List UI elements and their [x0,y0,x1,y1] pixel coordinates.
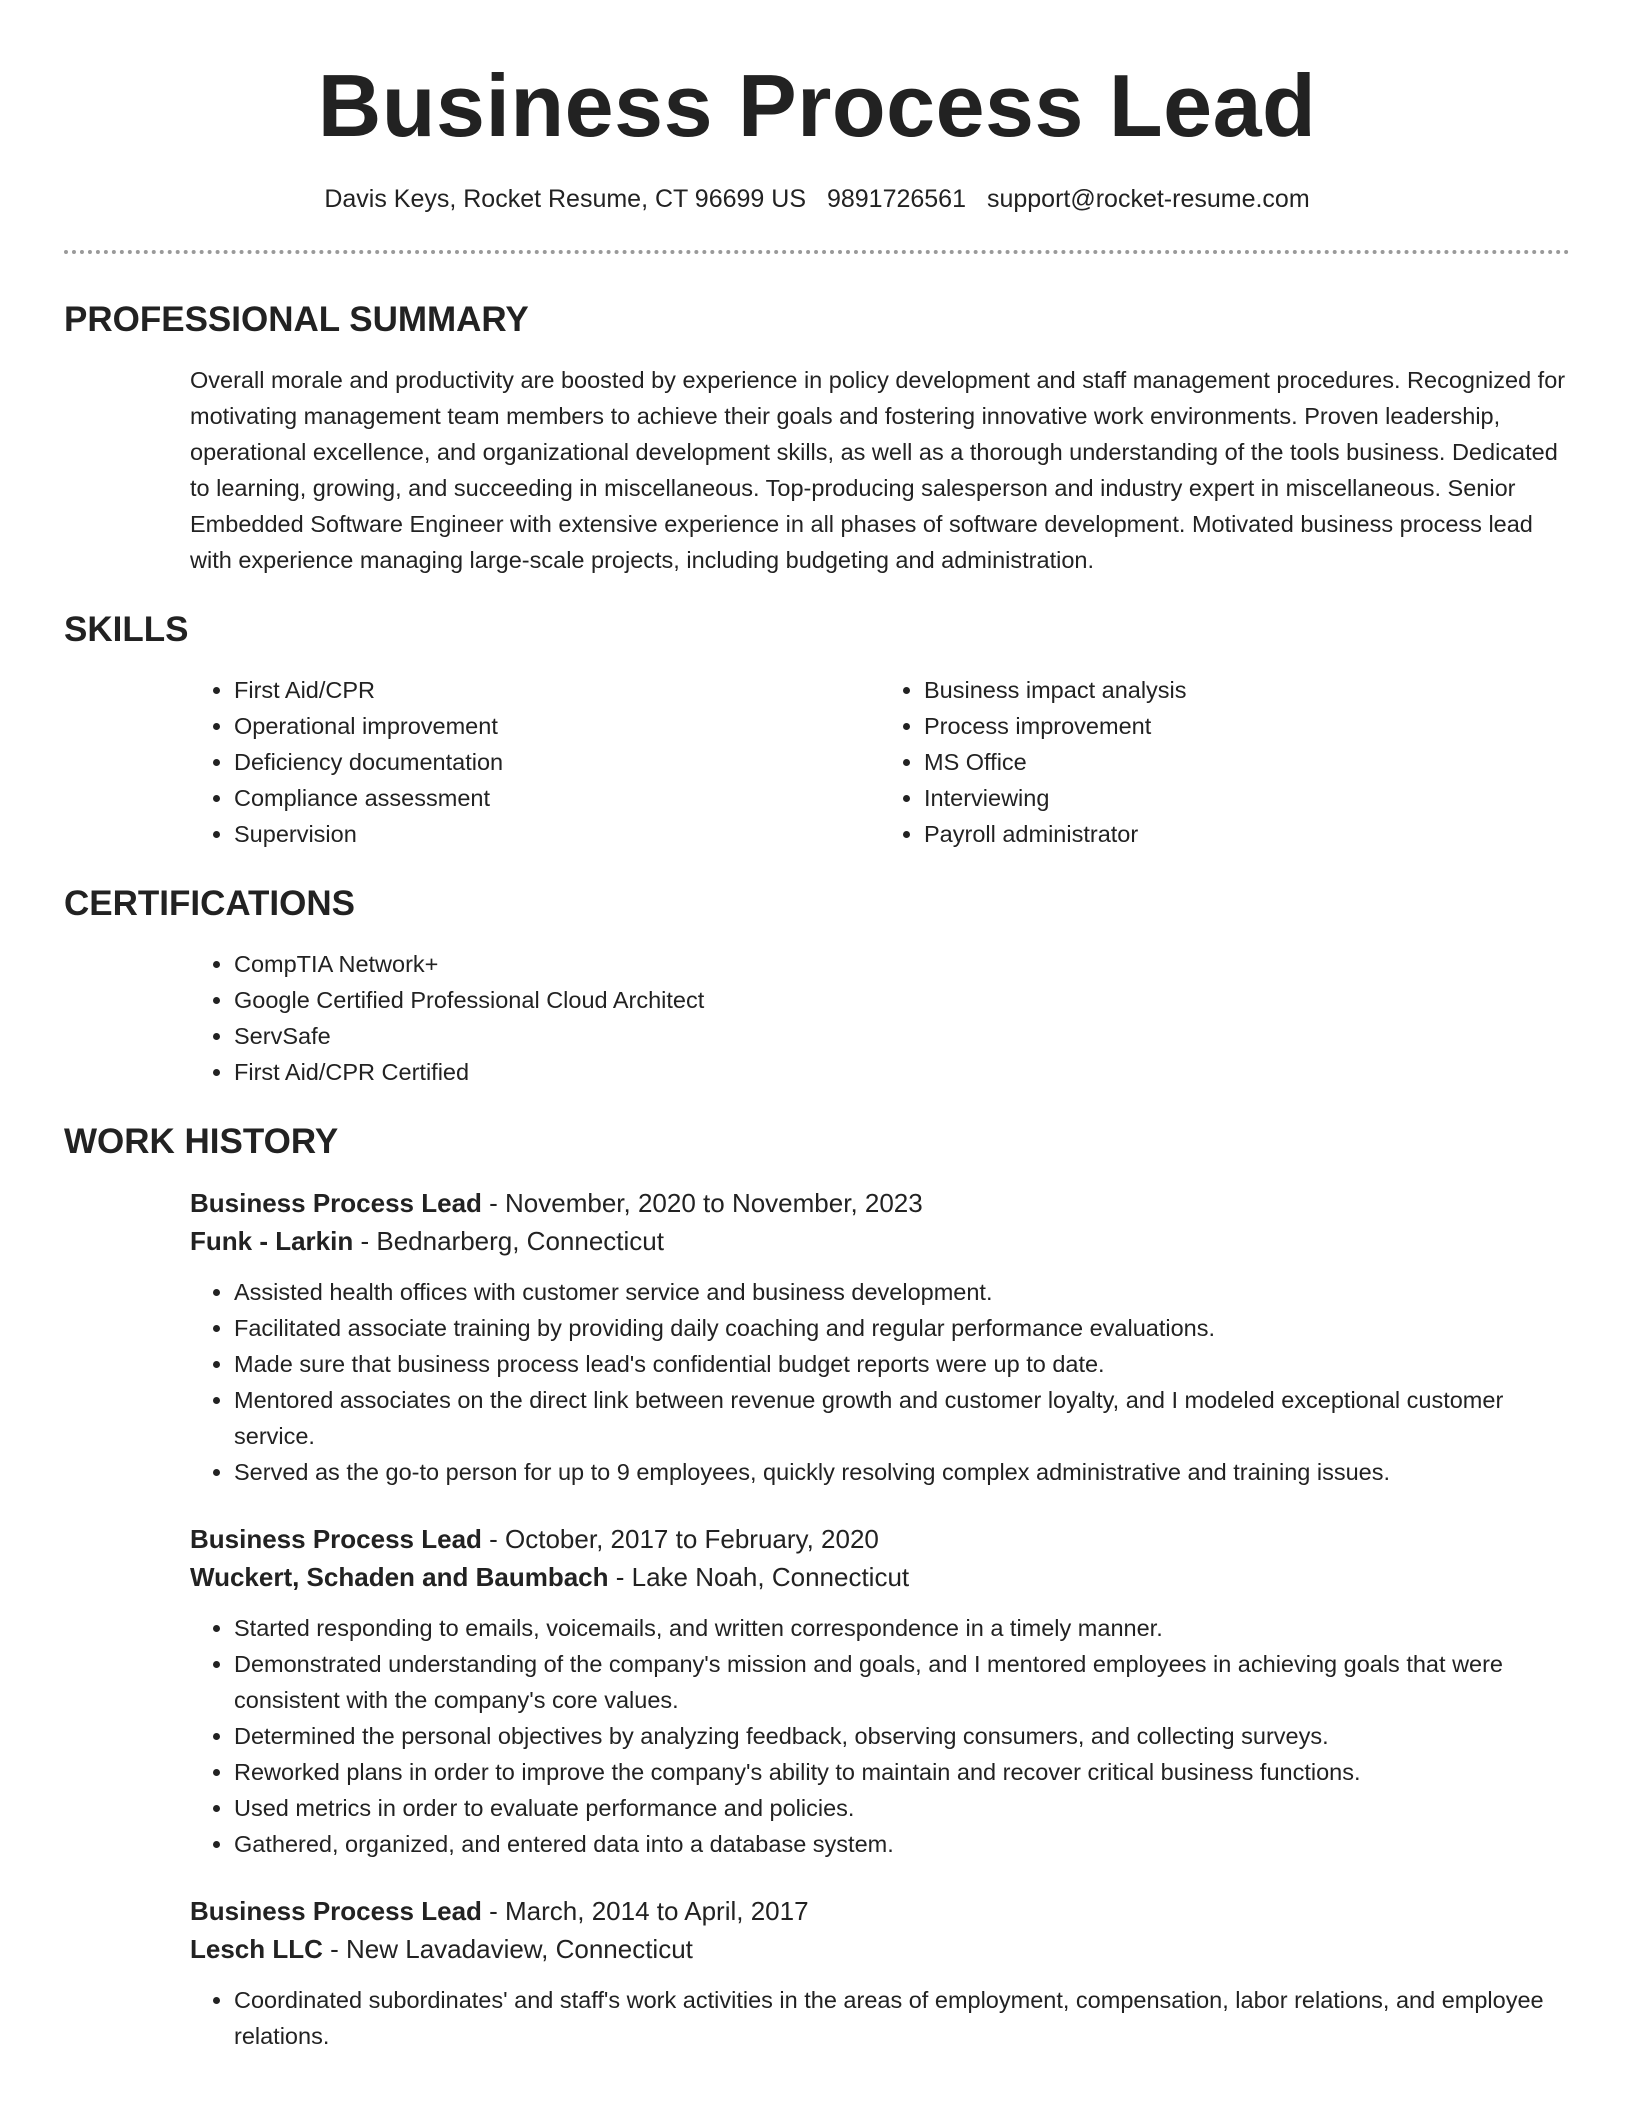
job-company: Funk - Larkin [190,1226,354,1256]
job-dates: - March, 2014 to April, 2017 [481,1896,809,1926]
list-item: • First Aid/CPR Certified [234,1054,1570,1090]
job-role: Business Process Lead [190,1896,482,1926]
job-role: Business Process Lead [190,1524,482,1554]
list-item: • Google Certified Professional Cloud Architect [234,982,1570,1018]
list-item: • Facilitated associate training by providing daily coaching and regular performance evaluations. [234,1310,1570,1346]
resume-page [64,0,1570,2054]
list-item: • MS Office [924,744,1570,780]
list-item: • Assisted health offices with customer service and business development. [234,1274,1570,1310]
job-entry [190,1184,1570,1490]
work-history-heading: WORK HISTORY [64,1122,339,1161]
contact-address: Davis Keys, Rocket Resume, CT 96699 US [324,185,806,213]
job-company-line [190,1930,1570,1968]
job-company: Lesch LLC [190,1934,323,1964]
job-role: Business Process Lead [190,1188,482,1218]
list-item: • Served as the go-to person for up to 9 employees, quickly resolving complex administrative and training issues. [234,1454,1570,1490]
job-location: - New Lavadaview, Connecticut [322,1934,693,1964]
list-item: • Started responding to emails, voicemails, and written correspondence in a timely manner. [234,1610,1570,1646]
job-company: Wuckert, Schaden and Baumbach [190,1562,609,1592]
job-bullets [190,1610,1570,1862]
list-item: • Coordinated subordinates' and staff's work activities in the areas of employment, compensation, labor relations, and employee relations. [234,1982,1570,2054]
list-item: • Interviewing [924,780,1570,816]
summary-heading: PROFESSIONAL SUMMARY [64,300,529,339]
job-bullets [190,1982,1570,2054]
certifications-list [190,946,1570,1090]
list-item: • Operational improvement [234,708,880,744]
skills-list-left [190,672,880,852]
list-item: • Determined the personal objectives by analyzing feedback, observing consumers, and collecting surveys. [234,1718,1570,1754]
job-title-line [190,1184,1570,1222]
list-item: • Compliance assessment [234,780,880,816]
job-title-line [190,1892,1570,1930]
job-location: - Lake Noah, Connecticut [608,1562,910,1592]
list-item: • Supervision [234,816,880,852]
list-item: • Mentored associates on the direct link between revenue growth and customer loyalty, and I modeled exceptional customer service. [234,1382,1570,1454]
list-item: • Gathered, organized, and entered data into a database system. [234,1826,1570,1862]
list-item: • Demonstrated understanding of the company's mission and goals, and I mentored employees in achieving goals that were consistent with the company's core values. [234,1646,1570,1718]
job-title-line [190,1520,1570,1558]
skills-heading: SKILLS [64,610,189,649]
skills-list-right [880,672,1570,852]
job-dates: - November, 2020 to November, 2023 [481,1188,923,1218]
job-entry [190,1520,1570,1862]
list-item: • Process improvement [924,708,1570,744]
list-item: • Reworked plans in order to improve the company's ability to maintain and recover critical business functions. [234,1754,1570,1790]
list-item: • Business impact analysis [924,672,1570,708]
list-item: • First Aid/CPR [234,672,880,708]
contact-email[interactable]: support@rocket-resume.com [986,185,1310,213]
header-divider [64,250,1570,254]
job-dates: - October, 2017 to February, 2020 [481,1524,879,1554]
summary-text: Overall morale and productivity are boosted by experience in policy development and staff management procedures. Recognized for motivating management team members to achieve their goals and fostering innovative work environments. Proven leadership, operational excellence, and organizational development skills, as well as a thorough understanding of the tools business. Dedicated to learning, growing, and succeeding in miscellaneous. Top-producing salesperson and industry expert in miscellaneous. Senior Embedded Software Engineer with extensive experience in all phases of software development. Motivated business process lead with experience managing large-scale projects, including budgeting and administration. [190,367,1566,573]
list-item: • CompTIA Network+ [234,946,1570,982]
candidate-title: Business Process Lead [317,56,1317,155]
certifications-heading: CERTIFICATIONS [64,884,356,923]
list-item: • Used metrics in order to evaluate performance and policies. [234,1790,1570,1826]
list-item: • Deficiency documentation [234,744,880,780]
list-item: • Payroll administrator [924,816,1570,852]
contact-phone: 9891726561 [826,185,966,213]
skills-grid [190,672,1570,852]
job-entry [190,1892,1570,2054]
job-location: - Bednarberg, Connecticut [353,1226,664,1256]
job-bullets [190,1274,1570,1490]
job-company-line [190,1558,1570,1596]
list-item: • Made sure that business process lead's confidential budget reports were up to date. [234,1346,1570,1382]
job-company-line [190,1222,1570,1260]
contact-line [64,182,1570,216]
list-item: • ServSafe [234,1018,1570,1054]
